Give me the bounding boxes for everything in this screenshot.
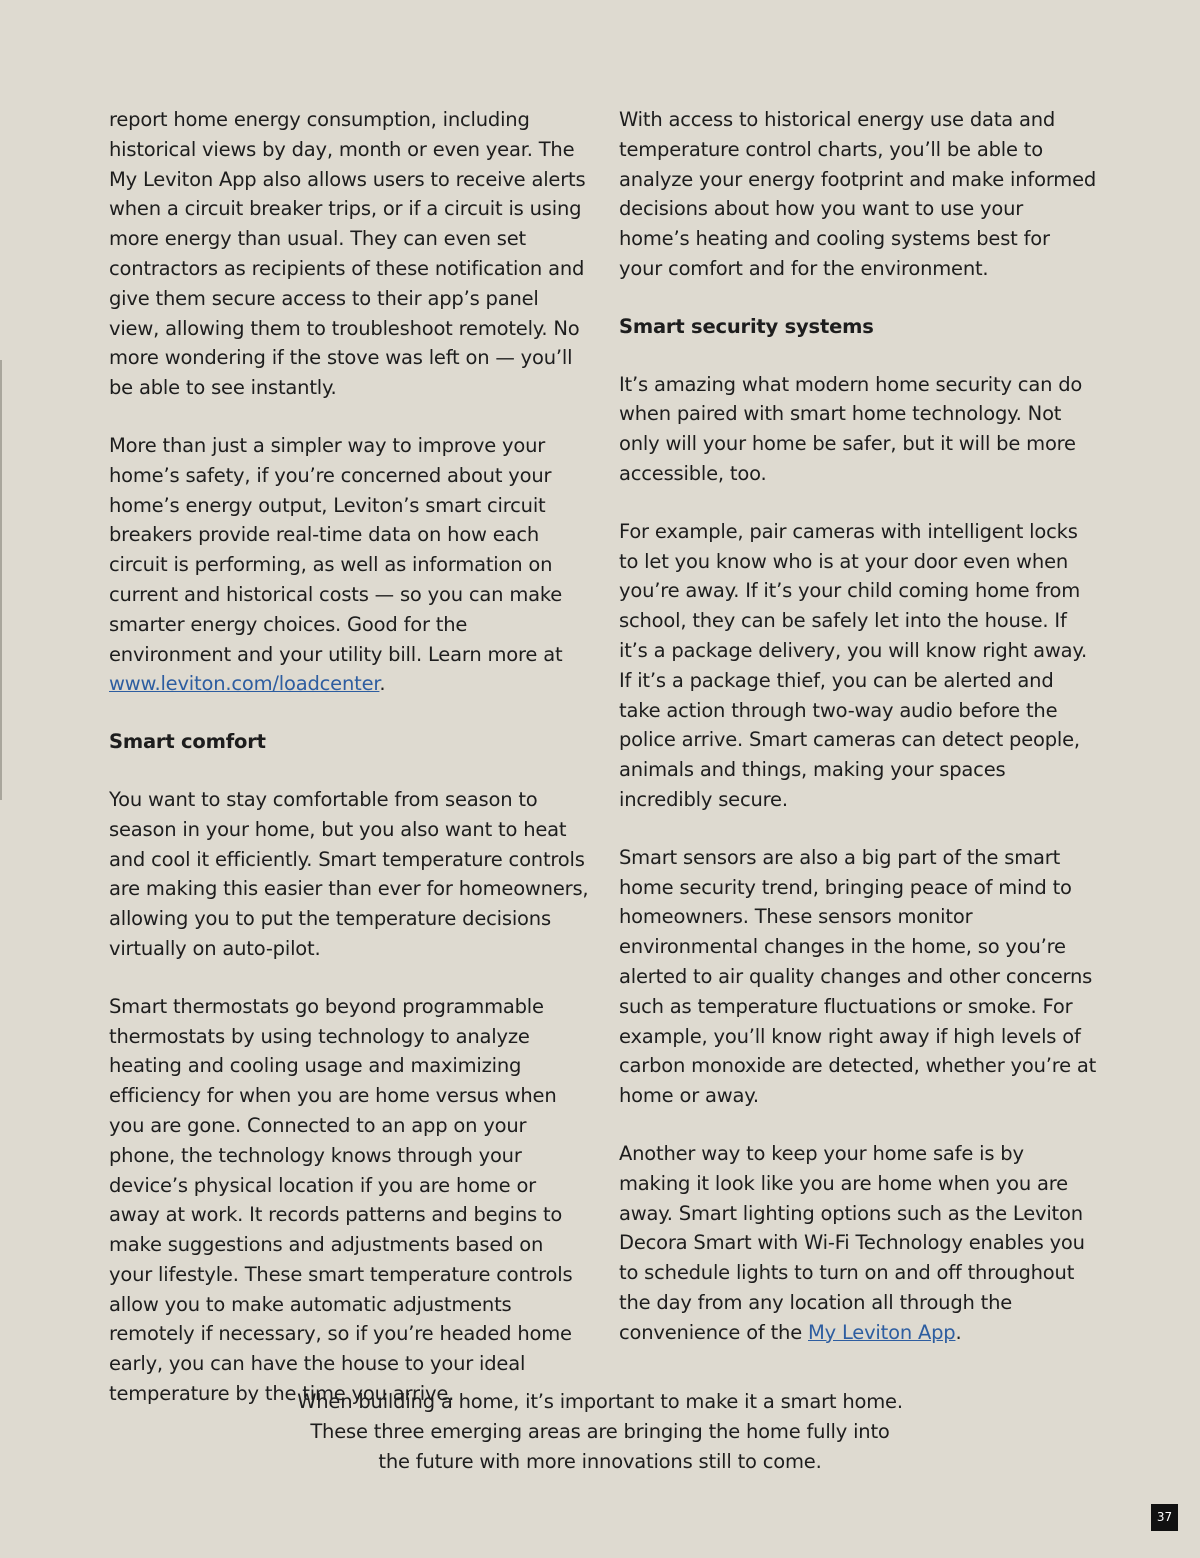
- right-column: [619, 105, 1097, 1375]
- paragraph-comfort-intro: You want to stay comfortable from season to season in your home, but you also want to heat and cool it efficiently. Smart temperature controls are making this easier than ever for homeowners, allowing you to put the temperature decisions virtually on auto-pilot.: [109, 787, 589, 960]
- closing-line-2: These three emerging areas are bringing the home fully into: [310, 1419, 890, 1443]
- paragraph-smart-lighting-text: Another way to keep your home safe is by making it look like you are home when you are away. Smart lighting options such as the Leviton Decora Smart with Wi-Fi Technology enables you to schedule lights to turn on and off throughout the day from any location all through the convenience of the: [619, 1141, 1085, 1344]
- heading-smart-security: Smart security systems: [619, 314, 874, 338]
- page-edge-divider: [0, 360, 2, 800]
- paragraph-security-intro: It’s amazing what modern home security can do when paired with smart home technology. Not only will your home be safer, but it will be more accessible, too.: [619, 372, 1083, 485]
- paragraph-circuit-breakers-text: More than just a simpler way to improve your home’s safety, if you’re concerned about your home’s energy output, Leviton’s smart circuit breakers provide real-time data on how each circuit is performing, as well as information on current and historical costs — so you can make smarter energy choices. Good for the environment and your utility bill. Learn more at: [109, 433, 563, 666]
- closing-line-1: When building a home, it’s important to make it a smart home.: [297, 1390, 903, 1413]
- paragraph-smart-lighting: [619, 1139, 1097, 1348]
- left-column: [109, 105, 589, 1437]
- paragraph-smart-sensors: Smart sensors are also a big part of the smart home security trend, bringing peace of mind to homeowners. These sensors monitor environmental changes in the home, so you’re alerted to air quality changes and other concerns such as temperature fluctuations or smoke. For example, you’ll know right away if high levels of carbon monoxide are detected, whether you’re at home or away.: [619, 845, 1097, 1108]
- paragraph-end-punctuation: .: [379, 672, 386, 696]
- closing-statement: [250, 1387, 950, 1476]
- paragraph-smart-thermostats: Smart thermostats go beyond programmable thermostats by using technology to analyze heating and cooling usage and maximizing efficiency for when you are home versus when you are gone. Connected to an app on your phone, the technology knows through your device’s physical location if you are home or away at work. It records patterns and begins to make suggestions and adjustments based on your lifestyle. These smart temperature controls allow you to make automatic adjustments remotely if necessary, so if you’re headed home early, you can have the house to your ideal temperature by the time you arrive.: [109, 994, 573, 1406]
- closing-line-3: the future with more innovations still to come.: [378, 1449, 822, 1473]
- paragraph-historical-data: With access to historical energy use data and temperature control charts, you’ll be able to analyze your energy footprint and make informed decisions about how you want to use your home’s heating and cooling systems best for your comfort and for the environment.: [619, 108, 1097, 280]
- loadcenter-link[interactable]: www.leviton.com/loadcenter: [109, 672, 380, 696]
- page-number-badge: 37: [1151, 1504, 1178, 1531]
- paragraph-end-punctuation: .: [955, 1320, 962, 1344]
- heading-smart-comfort: Smart comfort: [109, 730, 266, 754]
- paragraph-cameras-locks: For example, pair cameras with intelligent locks to let you know who is at your door even when you’re away. If it’s your child coming home from school, they can be safely let into the house. If it’s a package delivery, you will know right away. If it’s a package thief, you can be alerted and take action through two-way audio before the police arrive. Smart cameras can detect people, animals and things, making your spaces incredibly secure.: [619, 519, 1087, 811]
- my-leviton-app-link[interactable]: My Leviton App: [808, 1320, 956, 1344]
- paragraph-circuit-breakers: [109, 431, 589, 699]
- paragraph-energy-report: report home energy consumption, including historical views by day, month or even year. The My Leviton App also allows users to receive alerts when a circuit breaker trips, or if a circuit is using more energy than usual. They can even set contractors as recipients of these notification and give them secure access to their app’s panel view, allowing them to troubleshoot remotely. No more wondering if the stove was left on — you’ll be able to see instantly.: [109, 108, 586, 400]
